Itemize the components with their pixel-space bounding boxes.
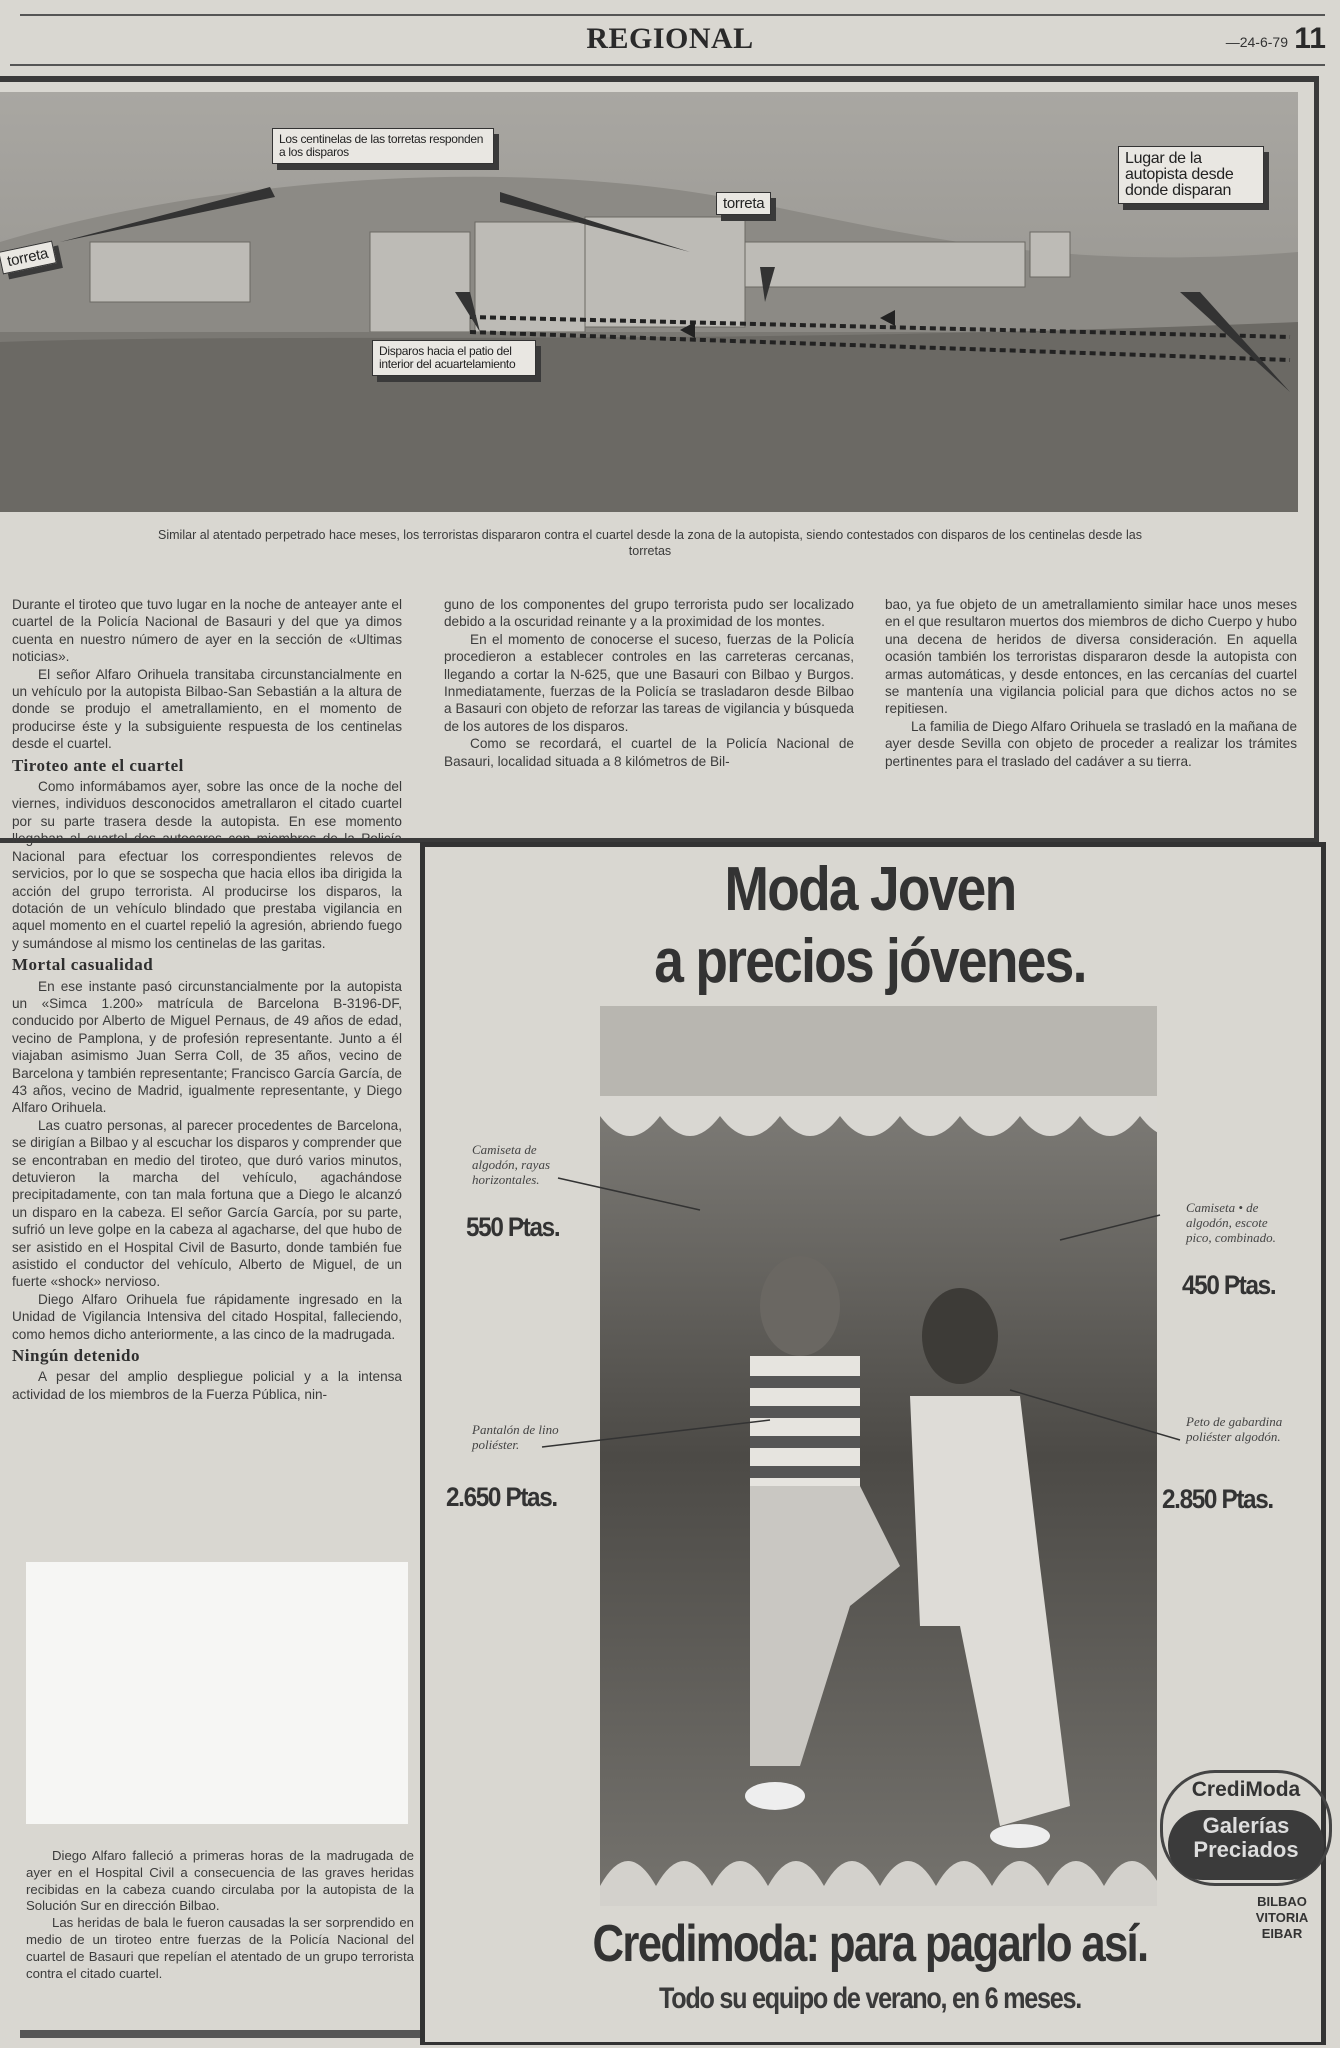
item-desc-vneck-tshirt: Camiseta • de algodón, escote pico, combinado. [1186, 1200, 1276, 1245]
paragraph: La familia de Diego Alfaro Orihuela se trasladó en la mañana de ayer desde Sevilla con objeto de proceder a realizar los trámites pertinentes para el traslado del cadáver a su tierra. [885, 718, 1297, 769]
bottom-rule [20, 2030, 420, 2038]
credimoda-galerias-logo [1160, 1770, 1330, 1885]
label-disparos: Disparos hacia el patio del interior del acuartelamiento [372, 340, 536, 376]
subheading: Mortal casualidad [12, 955, 154, 975]
label-torreta-left: torreta [0, 241, 57, 275]
section-title: REGIONAL [586, 22, 754, 55]
barracks-photo [0, 92, 1298, 512]
logo-preciados: Preciados [1193, 1837, 1299, 1862]
article-column-2 [444, 596, 854, 770]
brief-article [26, 1848, 414, 1982]
article-column-3 [885, 596, 1297, 770]
paragraph: Las cuatro personas, al parecer procedentes de Barcelona, se dirigían a Bilbao y al escuchar los disparos y comprender que se encontraban en medio del tiroteo, que duró varios minutos, detuvieron la marcha del vehículo, agachándose precipitadamente, con tan mala fortuna que a Diego le alcanzó un disparo en la cabeza. El señor García García, por su parte, sufrió un leve golpe en la cabeza al agacharse, del que hubo de ser asistido en el Hospital Civil de Basurto, donde también fue asistido el conductor del vehículo, Alberto de Miguel, de un fuerte «shock» nervioso. [12, 1117, 402, 1290]
paragraph: Diego Alfaro Orihuela fue rápidamente ingresado en la Unidad de Vigilancia Intensiva del citado Hospital, falleciendo, como hemos dicho anteriormente, a las cinco de la madrugada. [12, 1291, 402, 1342]
item-desc-overalls: Peto de gabardina poliéster algodón. [1186, 1414, 1283, 1444]
subheading: Tiroteo ante el cuartel [12, 755, 184, 775]
paragraph: En ese instante pasó circunstancialmente por la autopista un «Simca 1.200» matrícula de Barcelona B-3196-DF, conducido por Alberto de Miguel Pernaus, de 49 años de edad, vecino de Pamplona, y de profesión representante. Junto a él viajaban asimismo Juan Serra Coll, de 35 años, vecino de Barcelona y también representante; Francisco García García, de 43 años, vecino de Madrid, igualmente representante, y Diego Alfaro Orihuela. [12, 978, 402, 1116]
label-centinelas: Los centinelas de las torretas responden a los disparos [272, 128, 494, 164]
paragraph: Como informábamos ayer, sobre las once de la noche del viernes, individuos desconocidos ametrallaron el citado cuartel por su parte trasera desde la autopista. En ese momento llegaban al cuartel dos autocares con miembros de la Policía Nacional para efectuar los correspondientes relevos de servicios, por lo que se sospecha que hacia ellos iba dirigida la acción del grupo terrorista. Al producirse los disparos, la dotación de un vehículo blindado que prestaba vigilancia en aquel momento en el cuartel repelió la agresión, abriendo fuego y sumándose al mismo los centinelas de las garitas. [12, 779, 402, 951]
item-price-vneck-tshirt: 450 Ptas. [1182, 1270, 1276, 1300]
paragraph: Diego Alfaro falleció a primeras horas de la madrugada de ayer en el Hospital Civil a consecuencia de las graves heridas recibidas en la cabeza cuando circulaba por la autopista de la Solución Sur en dirección Bilbao. [26, 1848, 414, 1914]
paragraph: En el momento de conocerse el suceso, fuerzas de la Policía procedieron a establecer controles en las carreteras cercanas, llegando a cortar la N-625, que une Basauri con Bilbao y Burgos. Inmediatamente, fuerzas de la Policía se trasladaron desde Bilbao a Basauri con objeto de reforzar las tareas de vigilancia y búsqueda de los autores de los disparos. [444, 631, 854, 734]
label-lugar: Lugar de la autopista desde donde disparan [1118, 146, 1264, 204]
subheading: Ningún detenido [12, 1346, 140, 1366]
article-column-1 [12, 596, 402, 1403]
item-desc-striped-tshirt: Camiseta de algodón, rayas horizontales. [472, 1142, 550, 1187]
ad-title-line-2: a precios jóvenes. [654, 927, 1086, 996]
store-cities [1236, 1894, 1328, 1942]
issue-date: —24-6-79 [1225, 34, 1288, 50]
callout-lines [540, 1170, 1240, 1500]
item-price-overalls: 2.850 Ptas. [1162, 1484, 1273, 1514]
paragraph: A pesar del amplio despliegue policial y a la intensa actividad de los miembros de la Fuerza Pública, nin- [12, 1369, 402, 1402]
paragraph: guno de los componentes del grupo terrorista pudo ser localizado debido a la oscuridad reinante y a la proximidad de los montes. [444, 597, 854, 630]
header-top-rule [20, 14, 1325, 16]
blank-area [26, 1562, 408, 1824]
paragraph: El señor Alfaro Orihuela transitaba circunstancialmente en un vehículo por la autopista Bilbao-San Sebastián a la altura de donde se produjo el ametrallamiento, en el momento de producirse éste y la subsiguiente respuesta de los centinelas desde el cuartel. [12, 666, 402, 752]
paragraph: Las heridas de bala le fueron causadas la ser sorprendido en medio de un tiroteo entre fuerzas de la Policía Nacional del cuartel de Basauri que repelían el atentado de un grupo terrorista contra el citado cuartel. [26, 1915, 414, 1981]
paragraph: Durante el tiroteo que tuvo lugar en la noche de anteayer ante el cuartel de la Policía Nacional de Basauri y del que ya dimos cuenta en nuestro número de ayer en la sección de «Ultimas noticias». [12, 597, 402, 665]
header-bottom-rule [10, 64, 1325, 66]
logo-galerias: Galerías [1202, 1813, 1290, 1838]
ad-slogan: Credimoda: para pagarlo así. [592, 1915, 1148, 1973]
page-number: 11 [1294, 22, 1326, 55]
photo-caption: Similar al atentado perpetrado hace meses, los terroristas dispararon contra el cuartel desde la zona de la autopista, siendo contestados con disparos de los centinelas desde las torretas [158, 528, 1142, 558]
city: EIBAR [1261, 1926, 1303, 1941]
awning [600, 1006, 1157, 1136]
paragraph: Como se recordará, el cuartel de la Policía Nacional de Basauri, localidad situada a 8 kilómetros de Bil- [444, 736, 854, 769]
label-torreta-center: torreta [716, 192, 771, 215]
item-price-striped-tshirt: 550 Ptas. [466, 1212, 560, 1242]
ad-title-line-1: Moda Joven [724, 855, 1016, 924]
city: VITORIA [1255, 1910, 1309, 1925]
logo-credimoda: CrediModa [1191, 1778, 1301, 1801]
ad-subslogan: Todo su equipo de verano, en 6 meses. [658, 1982, 1082, 2015]
item-price-linen-trousers: 2.650 Ptas. [446, 1482, 557, 1512]
city: BILBAO [1257, 1894, 1307, 1909]
paragraph: bao, ya fue objeto de un ametrallamiento similar hace unos meses en el que resultaron muertos dos miembros de dicho Cuerpo y hubo una decena de heridos de diversa consideración. En aquella ocasión también los terroristas dispararon desde la autopista con armas automáticas, y desde entonces, en las cercanías del cuartel se mantenía una vigilancia policial para que dichos actos no se repitiesen. [885, 597, 1297, 717]
item-desc-linen-trousers: Pantalón de lino poliéster. [472, 1422, 559, 1452]
